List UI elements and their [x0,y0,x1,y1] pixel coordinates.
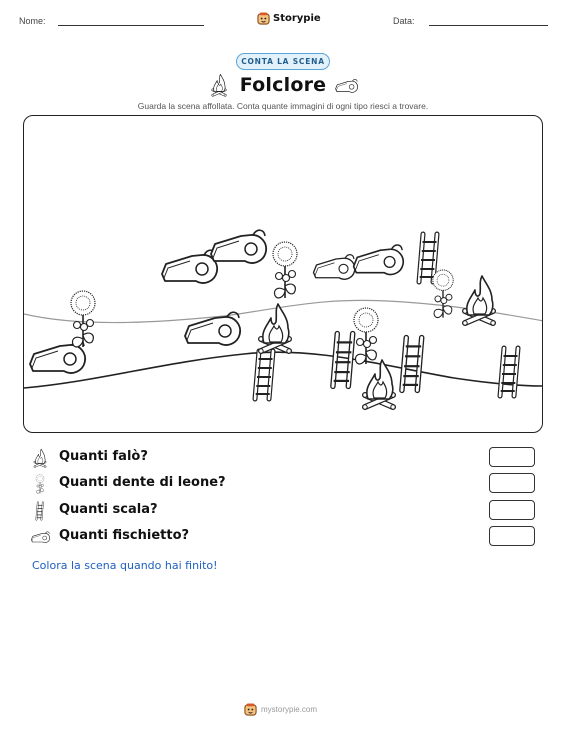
date-label: Data: [393,16,415,26]
whistle-icon [314,255,355,280]
activity-badge: CONTA LA SCENA [236,53,330,70]
question-text: Quanti dente di leone? [59,475,226,490]
header-bar [0,12,566,32]
answer-box[interactable] [489,447,535,467]
campfire-icon [30,448,50,468]
answer-box[interactable] [489,500,535,520]
brand [257,12,321,25]
question-text: Quanti fischietto? [59,528,190,543]
whistle-icon [334,76,358,96]
counting-scene [23,115,543,433]
brand-name: Storypie [273,13,321,24]
whistle-icon [354,245,404,274]
campfire-icon [463,276,495,325]
page-subtitle: Guarda la scena affollata. Conta quante immagini di ogni tipo riesci a trovare. [137,101,429,111]
date-line[interactable] [429,25,548,26]
name-label: Nome: [19,16,46,26]
question-row [30,447,536,469]
hill-line-front [24,352,543,388]
dandelion-icon [273,242,297,298]
ladder-icon [255,351,273,399]
dandelion-icon [30,474,50,494]
whistle-icon [30,527,50,547]
ladder-icon [500,348,518,396]
ladder-icon [402,338,422,391]
name-line[interactable] [58,25,204,26]
question-text: Quanti falò? [59,449,148,464]
footer [244,703,317,716]
question-text: Quanti scala? [59,502,158,517]
whistle-icon [211,230,266,263]
ladder-icon [30,501,50,521]
campfire-icon [363,360,395,409]
dandelion-icon [433,270,453,318]
answer-box[interactable] [489,526,535,546]
whistle-icon [162,250,217,283]
title-row [0,73,566,99]
question-row [30,500,536,522]
storypie-logo-icon [244,703,257,716]
storypie-logo-icon [257,12,270,25]
page-title: Folclore [239,74,327,96]
dandelion-icon [71,291,95,347]
campfire-icon [259,304,291,353]
answer-box[interactable] [489,473,535,493]
coloring-note: Colora la scena quando hai finito! [32,559,218,572]
footer-url[interactable]: mystorypie.com [261,705,318,714]
question-row [30,526,536,548]
scene-illustration [24,116,543,433]
question-row [30,473,536,495]
dandelion-icon [354,308,378,364]
ladder-icon [333,334,353,387]
